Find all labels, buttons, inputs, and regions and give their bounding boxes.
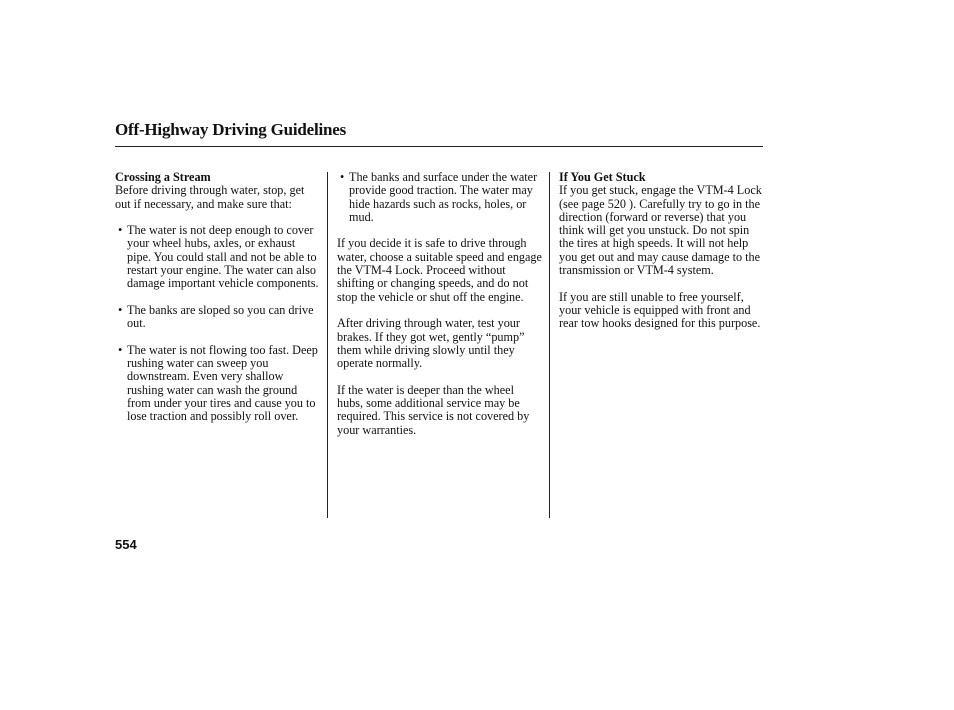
bullet-dot: • — [118, 342, 123, 357]
bullet-text: The water is not flowing too fast. Deep rushing water can sweep you downstream. Even very shallow rushing water can wash the ground from under your tires and cause you to lose traction and possibly roll over. — [127, 342, 318, 424]
bullet-dot: • — [118, 302, 123, 317]
column-3 — [559, 171, 766, 344]
column-divider-2 — [549, 172, 550, 518]
bullet-dot: • — [118, 223, 123, 238]
column-divider-1 — [327, 172, 328, 518]
section-heading-if-stuck: If You Get Stuck — [559, 170, 646, 184]
page-number: 554 — [115, 537, 137, 552]
bullet-item — [115, 304, 320, 331]
bullet-item — [115, 224, 320, 290]
body-paragraph: If you get stuck, engage the VTM-4 Lock (see page 520 ). Carefully try to go in the direction (forward or reverse) that you think will get you unstuck. Do not spin the tires at high speeds. It will not help you get out and may cause damage to the transmission or VTM-4 system. — [559, 183, 762, 278]
title-rule — [115, 146, 763, 147]
bullet-dot: • — [340, 170, 345, 184]
body-paragraph: If the water is deeper than the wheel hubs, some additional service may be required. This service is not covered by your warranties. — [337, 382, 530, 437]
bullet-text: The banks are sloped so you can drive out. — [127, 302, 314, 331]
page-title: Off-Highway Driving Guidelines — [115, 120, 347, 139]
intro-paragraph: Before driving through water, stop, get out if necessary, and make sure that: — [115, 183, 305, 211]
bullet-item — [337, 171, 542, 224]
column-1 — [115, 171, 320, 437]
body-paragraph: If you are still unable to free yourself, your vehicle is equipped with front and rear tow hooks designed for this purpose. — [559, 289, 761, 331]
bullet-item — [115, 344, 320, 424]
column-2 — [337, 171, 542, 450]
body-paragraph: After driving through water, test your brakes. If they got wet, gently “pump” them while driving slowly until they operate normally. — [337, 316, 525, 371]
body-paragraph: If you decide it is safe to drive through water, choose a suitable speed and engage the VTM-4 Lock. Proceed without shifting or changing speeds, and do not stop the vehicle or shut off the engine. — [337, 236, 542, 304]
bullet-text: The water is not deep enough to cover your wheel hubs, axles, or exhaust pipe. You could stall and not be able to restart your engine. The water can also damage important vehicle components. — [127, 223, 319, 291]
section-heading-crossing-stream: Crossing a Stream — [115, 170, 211, 184]
bullet-text: The banks and surface under the water provide good traction. The water may hide hazards such as rocks, holes, or mud. — [349, 170, 538, 224]
